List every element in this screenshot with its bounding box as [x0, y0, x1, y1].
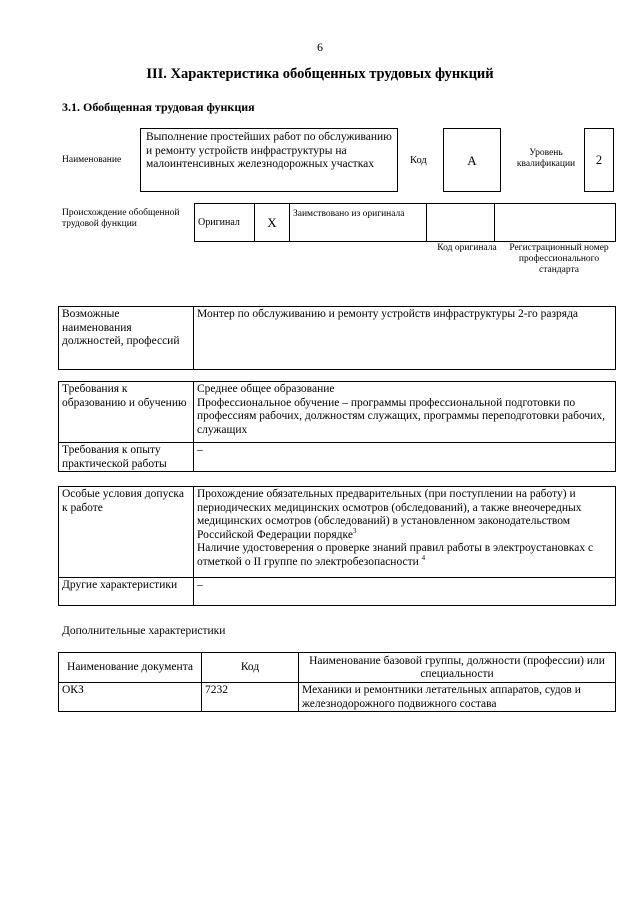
row-name: Механики и ремонтники летательных аппаратов, судов и железнодорожного подвижного состава: [299, 683, 616, 712]
table-row: [59, 683, 616, 712]
experience-label: Требования к опыту практической работы: [59, 443, 194, 472]
origin-label: Происхождение обобщенной трудовой функции: [62, 208, 180, 229]
conditions-label: Особые условия допуска к работе: [59, 487, 194, 578]
borrowed-label: Заимствовано из оригинала: [290, 204, 427, 242]
original-code-cell: [427, 204, 495, 242]
education-line-2: Профессиональное обучение – программы профессиональной подготовки по профессиям рабочих, должностям служащих, программы переподготовки рабочих, служащих: [197, 396, 605, 436]
additional-table: [58, 652, 616, 712]
code-label: Код: [410, 155, 427, 166]
education-cell: [194, 382, 616, 443]
conditions-line-2: Наличие удостоверения о проверке знаний правил работы в электроустановках с отметкой о II группе по электробезопасности $^4$: [197, 542, 594, 568]
name-value: Выполнение простейших работ по обслуживанию и ремонту устройств инфраструктуры на малоинтенсивных железнодорожных участках: [146, 131, 392, 170]
col-doc-header: Наименование документа: [59, 653, 202, 683]
additional-title: Дополнительные характеристики: [62, 625, 226, 637]
education-label: Требования к образованию и обучению: [59, 382, 194, 443]
reg-number-cell: [495, 204, 616, 242]
original-mark: X: [255, 204, 290, 242]
conditions-line-1: Прохождение обязательных предварительных (при поступлении на работу) и периодических медицинских осмотров (обследований), а также внеочередных медицинских осмотров (обследований) в установленном законодательством Российской Федерации порядке$^3$: [197, 488, 582, 541]
footnote-4: 4: [421, 553, 426, 562]
section-title: III. Характеристика обобщенных трудовых функций: [146, 66, 494, 82]
other-value: –: [194, 578, 616, 606]
level-value: 2: [595, 153, 603, 167]
footnote-3: 3: [352, 526, 357, 535]
level-label: Уровень квалификации: [516, 148, 576, 169]
positions-label: Возможные наименования должностей, профессий: [59, 307, 194, 370]
experience-value: –: [194, 443, 616, 472]
code-box: [443, 128, 501, 192]
other-label: Другие характеристики: [59, 578, 194, 606]
conditions-table: [58, 486, 616, 606]
row-code: 7232: [202, 683, 299, 712]
name-value-box: [140, 128, 398, 192]
row-doc: ОКЗ: [59, 683, 202, 712]
page-number: 6: [317, 40, 323, 54]
requirements-table: [58, 381, 616, 472]
conditions-cell: [194, 487, 616, 578]
subsection-title: 3.1. Обобщенная трудовая функция: [62, 100, 255, 114]
code-caption: Код оригинала: [437, 243, 497, 253]
col-code-header: Код: [202, 653, 299, 683]
reg-caption: Регистрационный номер профессионального стандарта: [509, 243, 609, 275]
original-label: Оригинал: [195, 204, 255, 242]
origin-table: [194, 203, 616, 242]
education-line-1: Среднее общее образование: [197, 383, 335, 395]
name-label: Наименование: [62, 155, 122, 165]
col-name-header: Наименование базовой группы, должности (профессии) или специальности: [299, 653, 616, 683]
level-box: [584, 128, 614, 192]
positions-table: [58, 306, 616, 370]
code-value: A: [467, 153, 477, 168]
positions-value: Монтер по обслуживанию и ремонту устройств инфраструктуры 2-го разряда: [194, 307, 616, 370]
